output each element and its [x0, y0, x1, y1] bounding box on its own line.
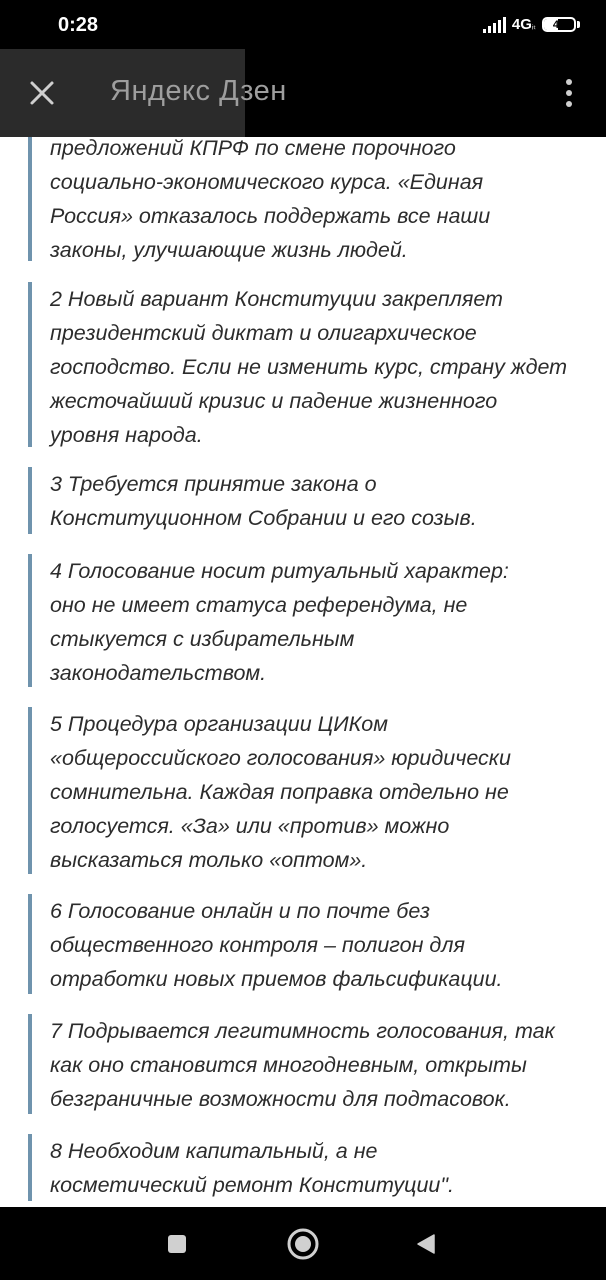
system-navigation-bar: [0, 1207, 606, 1280]
quote-text: 6 Голосование онлайн и по почте без общественного контроля – полигон для отработки новых приемов фальсификации.: [50, 899, 503, 991]
quote-text: 2 Новый вариант Конституции закрепляет президентский диктат и олигархическое господство. Если не изменить курс, страну ждет жесточайший кризис и падение жизненного уровня народа.: [50, 287, 568, 447]
back-button[interactable]: [405, 1223, 447, 1265]
quote-block: [28, 1014, 588, 1114]
quote-block: [28, 282, 588, 447]
network-type: 4Gᵢₜ: [511, 16, 536, 33]
quote-text: 8 Необходим капитальный, а не косметический ремонт Конституции".: [50, 1139, 454, 1197]
triangle-back-icon: [414, 1232, 438, 1256]
app-toolbar: [0, 49, 606, 137]
battery-icon: [542, 17, 580, 32]
quote-text: 4 Голосование носит ритуальный характер: оно не имеет статуса референдума, не стыкуется с избирательным законодательством.: [50, 559, 509, 685]
close-button[interactable]: [22, 73, 62, 113]
signal-strength-icon: [483, 17, 506, 33]
home-button[interactable]: [282, 1223, 324, 1265]
status-indicators: [483, 16, 580, 33]
battery-percent: 47: [552, 19, 566, 31]
quote-text: 5 Процедура организации ЦИКом «общероссийского голосования» юридически сомнительна. Каждая поправка отдельно не голосуется. «За» или «против» можно высказаться только «оптом».: [50, 712, 511, 872]
quote-text: 7 Подрывается легитимность голосования, так как оно становится многодневным, открыты безграничные возможности для подтасовок.: [50, 1019, 555, 1111]
status-bar: [0, 0, 606, 52]
quote-text: предложений КПРФ по смене порочного социально-экономического курса. «Единая Россия» отказалось поддержать все наши законы, улучшающие жизнь людей.: [50, 137, 491, 262]
circle-home-icon: [286, 1227, 320, 1261]
quote-text: 3 Требуется принятие закона о Конституционном Собрании и его созыв.: [50, 472, 477, 530]
status-time: 0:28: [58, 14, 99, 36]
quote-block: [28, 707, 588, 874]
recents-button[interactable]: [156, 1223, 198, 1265]
quote-block: [28, 467, 588, 534]
close-icon: [22, 73, 62, 113]
square-recents-icon: [166, 1233, 188, 1255]
quote-block: [28, 1134, 588, 1201]
more-options-button[interactable]: [554, 75, 584, 111]
quote-block: [28, 894, 588, 994]
toolbar-title: Яндекс Дзен: [110, 75, 287, 107]
quote-block: [28, 137, 588, 261]
article-content[interactable]: [0, 137, 606, 1207]
quote-block: [28, 554, 588, 687]
more-vertical-icon: [554, 75, 584, 111]
